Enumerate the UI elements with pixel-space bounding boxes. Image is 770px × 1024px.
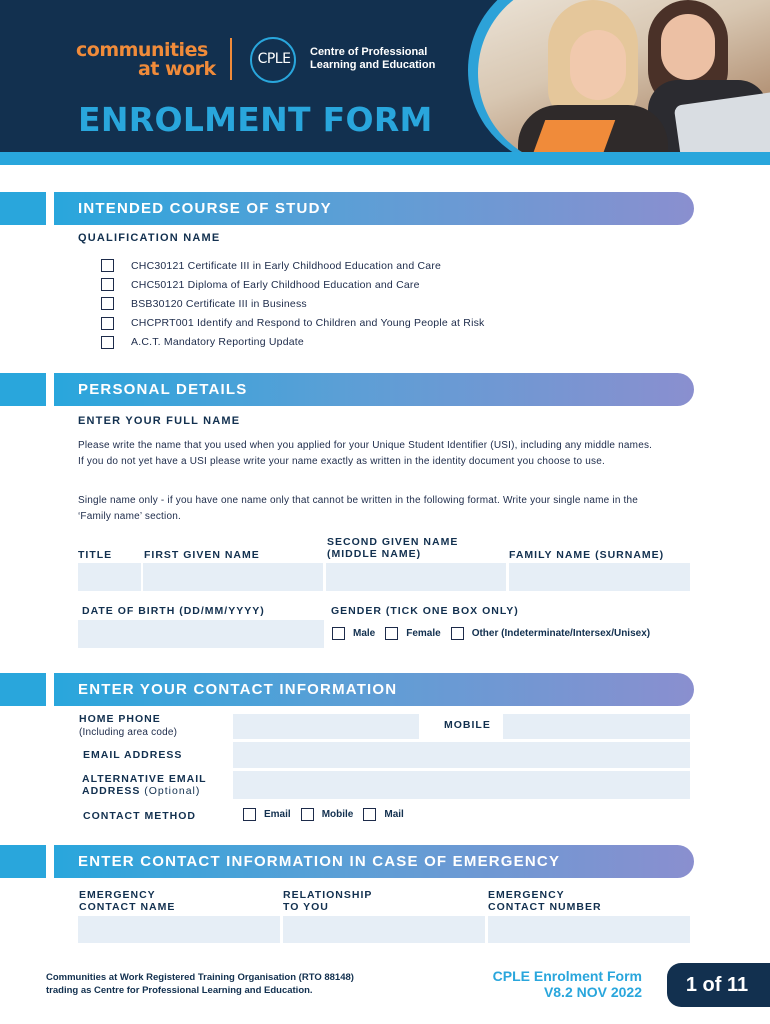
footer-form-name: CPLE Enrolment Form <box>492 968 642 984</box>
footer-form-info <box>470 968 642 1000</box>
section-heading: ENTER CONTACT INFORMATION IN CASE OF EMERGENCY <box>78 853 561 870</box>
method-email-checkbox[interactable] <box>243 808 256 821</box>
header-photo-frame <box>468 0 770 165</box>
section-heading: ENTER YOUR CONTACT INFORMATION <box>78 681 398 698</box>
header-stripe <box>0 152 770 165</box>
dob-field[interactable] <box>78 620 324 648</box>
students-photo <box>478 0 770 165</box>
footer-rto-text <box>46 971 354 997</box>
full-name-label: ENTER YOUR FULL NAME <box>78 415 241 427</box>
centre-line-1: Centre of Professional <box>310 46 428 58</box>
alt-email-label <box>82 773 207 797</box>
alt-email-field[interactable] <box>233 771 690 799</box>
method-mobile-checkbox[interactable] <box>301 808 314 821</box>
qualification-option[interactable] <box>101 314 485 333</box>
qualification-option[interactable] <box>101 294 485 313</box>
dob-label: DATE OF BIRTH (DD/MM/YYYY) <box>82 605 265 617</box>
mobile-field[interactable] <box>503 714 690 739</box>
gender-other-label: Other <box>471 628 499 639</box>
banner-tab <box>0 373 46 406</box>
gender-male-checkbox[interactable] <box>332 627 345 640</box>
title-field[interactable] <box>78 563 141 591</box>
gender-male-label: Male <box>353 628 376 639</box>
gender-female-label: Female <box>406 628 441 639</box>
centre-line-2: Learning and Education <box>310 59 436 71</box>
logo-divider <box>230 38 232 80</box>
qualification-option[interactable] <box>101 275 485 294</box>
alt-email-optional: (Optional) <box>144 785 201 797</box>
page-title: ENROLMENT FORM <box>78 100 433 139</box>
footer-version: V8.2 NOV 2022 <box>543 984 642 1000</box>
section-banner-contact <box>0 673 694 706</box>
section-banner-course <box>0 192 694 225</box>
alt-email-line1: ALTERNATIVE EMAIL <box>82 773 207 785</box>
first-name-header: FIRST GIVEN NAME <box>144 549 260 561</box>
alt-email-line2: ADDRESS <box>82 785 141 797</box>
centre-name <box>310 46 435 72</box>
qualification-option[interactable] <box>101 256 485 275</box>
checkbox[interactable] <box>101 278 114 291</box>
page-header <box>0 0 770 165</box>
qualification-text: CHC50121 Diploma of Early Childhood Education and Care <box>131 278 420 291</box>
contact-method-label: CONTACT METHOD <box>83 810 196 822</box>
second-name-field[interactable] <box>326 563 506 591</box>
emergency-number-line1: EMERGENCY <box>488 889 565 901</box>
emergency-number-line2: CONTACT NUMBER <box>488 901 602 913</box>
gender-other-detail: (Indeterminate/Intersex/Unisex) <box>501 628 651 639</box>
single-name-note: Single name only - if you have one name only that cannot be written in the following format. Write your single name in the ‘Family name’ section. <box>78 495 639 522</box>
footer-rto-line2: trading as Centre for Professional Learning and Education. <box>46 985 313 996</box>
qualification-option[interactable] <box>101 333 485 352</box>
emergency-number-label <box>488 889 602 913</box>
emergency-name-label <box>79 889 175 913</box>
method-mobile-label: Mobile <box>321 809 354 820</box>
relationship-field[interactable] <box>283 916 485 943</box>
banner-tab <box>0 192 46 225</box>
relationship-label <box>283 889 372 913</box>
family-name-header: FAMILY NAME (SURNAME) <box>509 549 665 561</box>
checkbox[interactable] <box>101 297 114 310</box>
checkbox[interactable] <box>101 336 114 349</box>
checkbox[interactable] <box>101 259 114 272</box>
logo-line-2: at work <box>138 58 216 80</box>
second-name-header-line1: SECOND GIVEN NAME <box>327 536 459 548</box>
gender-label: GENDER (TICK ONE BOX ONLY) <box>331 605 519 617</box>
checkbox[interactable] <box>101 317 114 330</box>
gender-other-checkbox[interactable] <box>451 627 464 640</box>
cple-logo-text: CPLE <box>257 51 291 67</box>
second-name-header-line2: (MIDDLE NAME) <box>327 548 422 560</box>
second-name-header <box>327 536 458 560</box>
first-name-field[interactable] <box>143 563 323 591</box>
family-name-field[interactable] <box>509 563 690 591</box>
emergency-number-field[interactable] <box>488 916 690 943</box>
relationship-line2: TO YOU <box>283 901 329 913</box>
qualification-text: BSB30120 Certificate III in Business <box>131 297 307 310</box>
section-banner-emergency <box>0 845 694 878</box>
gender-female-checkbox[interactable] <box>385 627 398 640</box>
banner-tab <box>0 673 46 706</box>
home-phone-note: (Including area code) <box>79 727 178 738</box>
alt-email-line2-wrap <box>82 785 207 797</box>
email-field[interactable] <box>233 742 690 768</box>
relationship-line1: RELATIONSHIP <box>283 889 373 901</box>
section-heading: PERSONAL DETAILS <box>78 381 248 398</box>
qualification-list <box>101 256 485 352</box>
communities-at-work-logo <box>76 40 216 78</box>
qualification-label: QUALIFICATION NAME <box>78 232 221 244</box>
method-email-label: Email <box>264 809 291 820</box>
usi-instructions: Please write the name that you used when you applied for your Unique Student Identifier (USI), including any middle names. If you do not yet have a USI please write your name exactly as written in the identity document you choose to use. <box>78 440 653 467</box>
home-phone-field[interactable] <box>233 714 419 739</box>
photo-shape <box>570 30 626 100</box>
email-label: EMAIL ADDRESS <box>83 749 183 761</box>
emergency-name-field[interactable] <box>78 916 280 943</box>
section-heading: INTENDED COURSE OF STUDY <box>78 200 332 217</box>
gender-options <box>332 627 650 640</box>
qualification-text: A.C.T. Mandatory Reporting Update <box>131 336 304 349</box>
emergency-name-line1: EMERGENCY <box>79 889 156 901</box>
mobile-label: MOBILE <box>444 719 491 731</box>
qualification-text: CHC30121 Certificate III in Early Childhood Education and Care <box>131 259 442 272</box>
home-phone-label: HOME PHONE <box>79 713 161 725</box>
page-number-badge <box>667 963 770 1007</box>
banner-tab <box>0 845 46 878</box>
qualification-text: CHCPRT001 Identify and Respond to Children and Young People at Risk <box>131 317 485 330</box>
emergency-name-line2: CONTACT NAME <box>79 901 176 913</box>
contact-method-options <box>243 808 414 821</box>
title-header: TITLE <box>78 549 113 561</box>
logo-line-1: communities <box>76 39 208 61</box>
footer-rto-line1: Communities at Work Registered Training Organisation (RTO 88148) <box>46 972 354 983</box>
page-number: 1 of 11 <box>685 974 749 996</box>
method-mail-checkbox[interactable] <box>363 808 376 821</box>
photo-shape <box>661 14 715 80</box>
section-banner-personal <box>0 373 694 406</box>
method-mail-label: Mail <box>384 809 404 820</box>
